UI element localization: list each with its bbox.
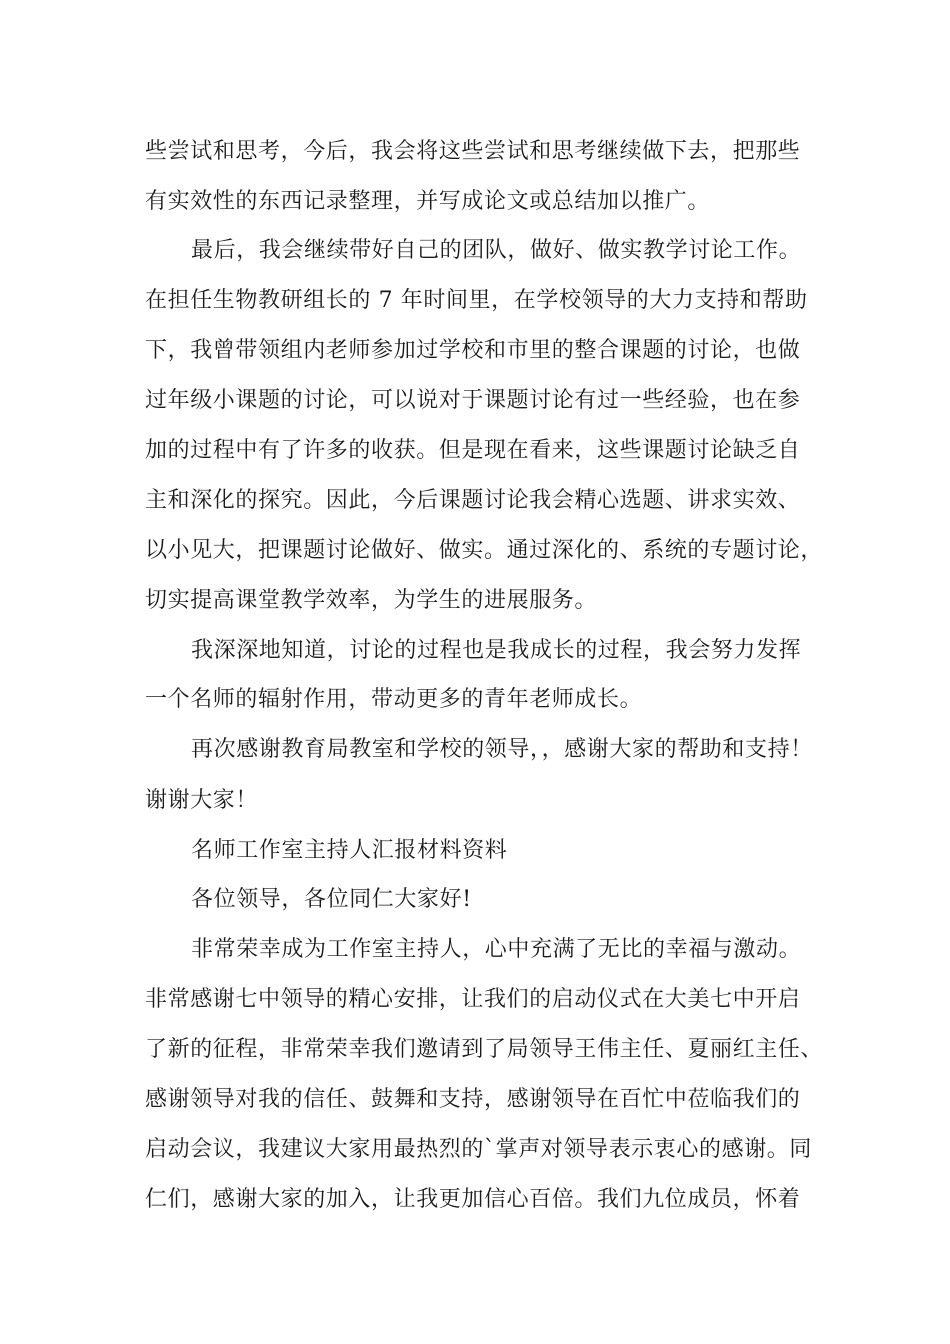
- greeting-line: 各位领导，各位同仁大家好!: [191, 887, 472, 912]
- text-line: 过年级小课题的讨论，可以说对于课题讨论有过一些经验，也在参: [145, 388, 801, 413]
- text-line: 了新的征程，非常荣幸我们邀请到了局领导王伟主任、夏丽红主任、: [145, 1037, 824, 1062]
- text-line: 启动会议，我建议大家用最热烈的`掌声对领导表示衷心的感谢。同: [145, 1137, 813, 1162]
- text-line: 以小见大，把课题讨论做好、做实。通过深化的、系统的专题讨论，: [145, 538, 824, 563]
- paragraph-start: 我深深地知道，讨论的过程也是我成长的过程，我会努力发挥: [191, 638, 802, 663]
- paragraph-start: 非常荣幸成为工作室主持人，心中充满了无比的幸福与激动。: [191, 937, 802, 962]
- text-line: 谢谢大家！: [145, 788, 259, 813]
- text-line: 些尝试和思考，今后，我会将这些尝试和思考继续做下去，把那些: [145, 139, 801, 164]
- text-line: 加的过程中有了许多的收获。但是现在看来，这些课题讨论缺乏自: [145, 438, 801, 463]
- text-line: 一个名师的辐射作用，带动更多的青年老师成长。: [145, 687, 643, 712]
- text-line: 感谢领导对我的信任、鼓舞和支持，感谢领导在百忙中莅临我们的: [145, 1087, 801, 1112]
- text-line: 非常感谢七中领导的精心安排，让我们的启动仪式在大美七中开启: [145, 987, 801, 1012]
- text-line: 下，我曾带领组内老师参加过学校和市里的整合课题的讨论，也做: [145, 338, 801, 363]
- text-line: 在担任生物教研组长的 7 年时间里，在学校领导的大力支持和帮助: [145, 288, 808, 313]
- section-title: 名师工作室主持人汇报材料资料: [191, 838, 508, 863]
- text-line: 仁们，感谢大家的加入，让我更加信心百倍。我们九位成员，怀着: [145, 1187, 801, 1212]
- paragraph-start: 再次感谢教育局教室和学校的领导，，感谢大家的帮助和支持！: [191, 737, 813, 762]
- text-line: 有实效性的东西记录整理，并写成论文或总结加以推广。: [145, 189, 711, 214]
- text-line: 切实提高课堂教学效率，为学生的进展服务。: [145, 588, 598, 613]
- text-line: 主和深化的探究。因此，今后课题讨论我会精心选题、讲求实效、: [145, 488, 801, 513]
- paragraph-start: 最后，我会继续带好自己的团队，做好、做实教学讨论工作。: [191, 238, 802, 263]
